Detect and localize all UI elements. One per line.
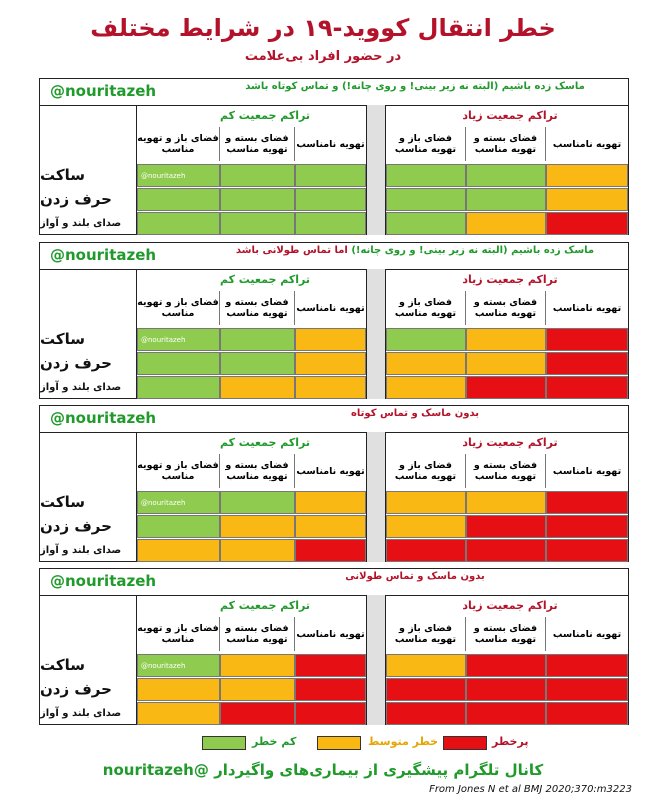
risk-cell-medium [295,352,366,375]
column-header: تهویه نامناسب [296,628,365,640]
block-header [40,79,628,106]
cell-watermark: @nouritazeh [141,498,186,507]
risk-cell-high [546,491,628,514]
risk-cell-medium [386,515,466,538]
risk-cell-medium [386,352,466,375]
block-condition [210,81,620,92]
risk-cell-high [546,212,628,235]
block-condition [210,571,620,582]
risk-cell-medium [295,491,366,514]
legend-swatch-high [443,736,487,750]
page-title: خطر انتقال کووید-۱۹ در شرایط مختلف [90,14,556,42]
cell-watermark: @nouritazeh [141,171,186,180]
row-label: صدای بلند و آواز [40,381,122,393]
risk-cell-medium [137,678,220,701]
column-header: فضای بسته و تهویه مناسب [220,127,295,161]
row-label: صدای بلند و آواز [40,217,122,229]
risk-cell-medium [386,491,466,514]
risk-cell-high [546,539,628,562]
group-label-low: تراکم جمعیت کم [219,273,311,286]
risk-cell-low [386,164,466,187]
risk-cell-medium [466,212,546,235]
risk-cell-medium [466,491,546,514]
group-separator [366,269,386,399]
column-header: فضای بسته و تهویه مناسب [220,454,295,488]
footer-channel: کانال تلگرام پیشگیری از بیماری‌های واگیردار @nouritazeh [102,761,544,779]
column-header: تهویه نامناسب [552,138,622,150]
row-label: حرف زدن [40,680,112,698]
risk-cell-high [546,678,628,701]
risk-cell-high [466,654,546,677]
risk-cell-medium [137,702,220,725]
column-header: فضای باز و تهویه مناسب [386,454,466,488]
risk-cell-high [546,654,628,677]
condition-green-text: ماسک زده باشیم (البته نه زیر بینی! و روی چانه!) [351,245,595,256]
column-header: فضای باز و تهویه مناسب [386,291,466,325]
risk-cell-high [466,702,546,725]
risk-cell-low [220,352,295,375]
risk-cell-medium [466,352,546,375]
column-header: فضای بسته و تهویه مناسب [220,291,295,325]
risk-block-1 [39,78,629,235]
group-separator [366,105,386,235]
column-header: تهویه نامناسب [552,302,622,314]
group-label-high: تراکم جمعیت زیاد [462,109,558,122]
block-header [40,569,628,596]
risk-cell-medium [295,376,366,399]
risk-cell-medium [546,188,628,211]
column-header: فضای باز و تهویه مناسب [137,617,220,651]
risk-cell-high [386,702,466,725]
column-header: فضای باز و تهویه مناسب [386,617,466,651]
risk-cell-medium [295,515,366,538]
risk-cell-low [386,328,466,351]
legend-label-low: کم خطر [252,735,297,748]
risk-cell-medium [546,164,628,187]
block-condition [210,245,620,256]
risk-cell-high [466,376,546,399]
group-label-high: تراکم جمعیت زیاد [462,436,558,449]
source-citation: From Jones N et al BMJ 2020;370:m3223 [429,784,632,795]
group-separator [366,432,386,562]
cell-watermark: @nouritazeh [141,661,186,670]
condition-red-text: اما تماس طولانی باشد [235,245,348,256]
handle-watermark: @nouritazeh [50,409,157,427]
row-label: ساکت [40,493,85,511]
row-label: ساکت [40,166,85,184]
group-label-low: تراکم جمعیت کم [219,109,311,122]
risk-cell-high [546,376,628,399]
risk-cell-medium [220,515,295,538]
risk-cell-low [137,188,220,211]
column-header: فضای باز و تهویه مناسب [137,127,220,161]
row-label: صدای بلند و آواز [40,707,122,719]
risk-cell-low [220,164,295,187]
legend-label-medium: خطر متوسط [368,735,439,748]
risk-cell-medium [220,654,295,677]
risk-cell-high [546,328,628,351]
row-label: ساکت [40,330,85,348]
risk-cell-low [295,188,366,211]
condition-red-text: بدون ماسک و تماس طولانی [345,571,485,582]
risk-cell-low [220,328,295,351]
risk-cell-low [386,188,466,211]
risk-cell-low [295,164,366,187]
cell-watermark: @nouritazeh [141,335,186,344]
legend-label-high: پرخطر [492,735,529,748]
risk-cell-low [137,212,220,235]
row-label: حرف زدن [40,190,112,208]
risk-cell-low [137,352,220,375]
block-header [40,243,628,270]
condition-red-text: بدون ماسک و تماس کوتاه [351,408,479,419]
risk-cell-high [466,539,546,562]
risk-cell-high [295,702,366,725]
risk-cell-low [295,212,366,235]
column-header: تهویه نامناسب [552,628,622,640]
risk-cell-high [546,352,628,375]
risk-cell-medium [220,376,295,399]
risk-cell-low [137,328,220,351]
risk-cell-low [220,212,295,235]
risk-cell-medium [295,328,366,351]
risk-block-4 [39,568,629,725]
legend-swatch-low [202,736,246,750]
column-header: فضای باز و تهویه مناسب [386,127,466,161]
group-label-low: تراکم جمعیت کم [219,436,311,449]
risk-cell-low [137,491,220,514]
handle-watermark: @nouritazeh [50,572,157,590]
risk-cell-low [466,164,546,187]
risk-block-3 [39,405,629,562]
risk-cell-low [386,212,466,235]
column-header: فضای بسته و تهویه مناسب [220,617,295,651]
risk-cell-high [546,515,628,538]
group-label-high: تراکم جمعیت زیاد [462,599,558,612]
risk-cell-medium [220,539,295,562]
condition-green-text: ماسک زده باشیم (البته نه زیر بینی! و روی چانه!) و تماس کوتاه باشد [245,81,585,92]
risk-cell-medium [386,654,466,677]
risk-cell-high [220,702,295,725]
group-label-low: تراکم جمعیت کم [219,599,311,612]
column-header: فضای بسته و تهویه مناسب [466,454,546,488]
risk-cell-high [295,654,366,677]
group-separator [366,595,386,725]
legend-swatch-medium [317,736,361,750]
column-header: تهویه نامناسب [296,138,365,150]
risk-cell-high [466,515,546,538]
risk-cell-low [220,491,295,514]
row-label: حرف زدن [40,354,112,372]
group-label-high: تراکم جمعیت زیاد [462,273,558,286]
risk-cell-high [466,678,546,701]
page-subtitle: در حضور افراد بی‌علامت [244,49,402,64]
handle-watermark: @nouritazeh [50,82,157,100]
handle-watermark: @nouritazeh [50,246,157,264]
risk-cell-medium [386,376,466,399]
column-header: فضای باز و تهویه مناسب [137,291,220,325]
column-header: تهویه نامناسب [296,465,365,477]
risk-cell-low [137,515,220,538]
risk-cell-high [386,678,466,701]
risk-block-2 [39,242,629,399]
column-header: فضای بسته و تهویه مناسب [466,291,546,325]
column-header: تهویه نامناسب [552,465,622,477]
risk-cell-high [386,539,466,562]
risk-cell-high [295,678,366,701]
block-condition [210,408,620,419]
risk-cell-high [546,702,628,725]
row-label: حرف زدن [40,517,112,535]
risk-cell-low [137,654,220,677]
risk-cell-high [295,539,366,562]
column-header: فضای باز و تهویه مناسب [137,454,220,488]
risk-cell-low [466,188,546,211]
column-header: تهویه نامناسب [296,302,365,314]
column-header: فضای بسته و تهویه مناسب [466,617,546,651]
column-header: فضای بسته و تهویه مناسب [466,127,546,161]
risk-cell-medium [466,328,546,351]
risk-cell-medium [220,678,295,701]
row-label: ساکت [40,656,85,674]
row-label: صدای بلند و آواز [40,544,122,556]
risk-cell-medium [137,539,220,562]
block-header [40,406,628,433]
risk-cell-low [137,164,220,187]
risk-cell-low [137,376,220,399]
risk-cell-low [220,188,295,211]
